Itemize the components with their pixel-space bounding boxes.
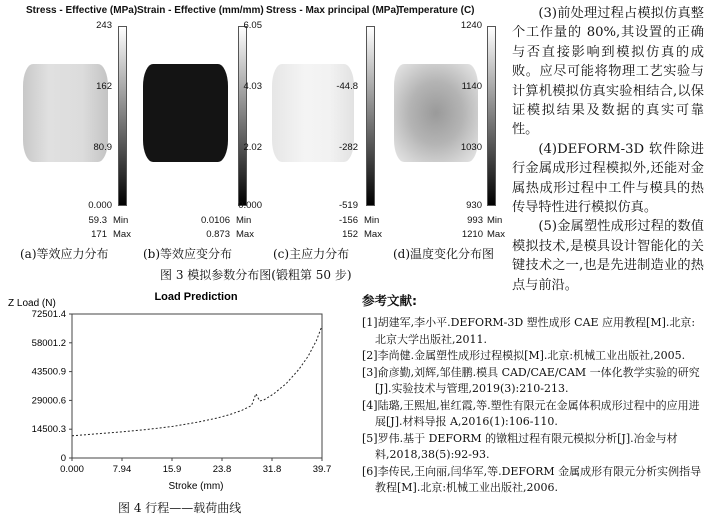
x-tick-label: 0.000 <box>60 464 84 475</box>
scale-tick: 243 <box>96 20 112 31</box>
panel-title: Stress - Max principal (MPa) <box>266 5 400 16</box>
panel-caption: (a)等效应力分布 <box>20 247 109 261</box>
reference-item: [1]胡建军,李小平.DEFORM-3D 塑性成形 CAE 应用教程[M].北京:北京大学出版社,2011. <box>362 316 696 346</box>
x-tick-label: 31.8 <box>262 464 282 475</box>
scale-tick: -44.8 <box>336 81 358 92</box>
scale-tick: 1140 <box>461 81 482 92</box>
scale-tick: 1030 <box>460 142 482 153</box>
max-value: 0.873 <box>206 229 230 240</box>
body-paragraph: (3)前处理过程占模拟仿真整个工作量的 80%,其设置的正确与否直接影响到模拟仿真的成败。应尽可能将物理工艺实验与计算机模拟仿真实验相结合,以保证模拟结果及数据的真实可靠性。 <box>512 6 704 138</box>
y-tick-label: 29000.6 <box>31 395 66 407</box>
min-value: 0.0106 <box>200 215 230 226</box>
color-scale-bar <box>487 26 496 206</box>
max-label: Max <box>113 229 131 240</box>
x-tick-label: 39.7 <box>312 464 332 475</box>
panel-title: Stress - Effective (MPa) <box>26 5 138 16</box>
y-tick-label: 72501.4 <box>31 309 66 320</box>
min-value: 993 <box>467 215 483 226</box>
x-axis-label: Stroke (mm) <box>168 481 224 492</box>
min-value: -156 <box>338 215 358 226</box>
color-scale-bar <box>238 26 247 206</box>
reference-list <box>362 315 704 497</box>
panel-caption: (b)等效应变分布 <box>143 247 233 261</box>
reference-item: [6]李传民,王向丽,闫华军,等.DEFORM 金属成形有限元分析实例指导教程[M].北京:机械工业出版社,2006. <box>362 464 702 494</box>
x-tick-label: 23.8 <box>212 464 232 475</box>
min-value: 59.3 <box>88 215 107 226</box>
figure-4-caption: 图 4 行程——载荷曲线 <box>118 501 242 515</box>
load-series-line <box>72 326 322 436</box>
y-tick-label: 14500.3 <box>31 424 66 436</box>
reference-item: [2]李尚健.金属塑性成形过程模拟[M].北京:机械工业出版社,2005. <box>362 349 686 362</box>
color-scale-bar <box>366 26 375 206</box>
scale-tick: 0.000 <box>238 200 262 211</box>
scale-tick: 2.02 <box>243 142 262 153</box>
body-paragraph: (5)金属塑性成形过程的数值模拟技术,是模具设计智能化的关键技术之一,也是先进制造业的热点与前沿。 <box>512 219 704 293</box>
scale-tick: 80.9 <box>93 142 112 153</box>
panel-title: Strain - Effective (mm/mm) <box>137 5 264 16</box>
figure-3-caption: 图 3 模拟参数分布图(锻粗第 50 步) <box>160 268 352 282</box>
max-value: 152 <box>342 229 358 240</box>
reference-item: [5]罗伟.基于 DEFORM 的镦粗过程有限元模拟分析[J].冶金与材料,2018,38(5):92-93. <box>362 431 678 461</box>
y-tick-label: 58001.2 <box>31 337 66 349</box>
y-tick-label: 43500.9 <box>31 366 66 378</box>
y-axis-label: Z Load (N) <box>8 298 56 309</box>
scale-tick: 162 <box>96 81 112 92</box>
body-text <box>512 4 704 295</box>
scale-tick: 6.05 <box>243 20 262 31</box>
references <box>362 291 704 497</box>
scale-tick: 930 <box>466 200 482 211</box>
min-label: Min <box>113 215 129 226</box>
reference-item: [4]陆璐,王熙旭,崔红霞,等.塑性有限元在金属体积成形过程中的应用进展[J].材料导报 A,2016(1):106-110. <box>362 398 700 428</box>
plot-frame <box>72 314 322 458</box>
max-label: Max <box>236 229 254 240</box>
x-tick-label: 7.94 <box>112 464 132 475</box>
chart-title: Load Prediction <box>154 291 238 303</box>
x-tick-label: 15.9 <box>162 464 182 475</box>
max-value: 1210 <box>461 229 483 240</box>
color-scale-bar <box>118 26 127 206</box>
reference-item: [3]俞彦勤,刘辉,邹佳鹏.模具 CAD/CAE/CAM 一体化教学实验的研究[J].实验技术与管理,2019(3):210-213. <box>362 365 700 395</box>
max-label: Max <box>364 229 382 240</box>
scale-tick: -282 <box>338 142 358 153</box>
load-prediction-chart <box>0 284 350 496</box>
references-heading: 参考文献: <box>362 293 417 308</box>
panel-caption: (c)主应力分布 <box>273 247 350 261</box>
scale-tick: -519 <box>338 200 358 211</box>
min-label: Min <box>364 215 380 226</box>
max-label: Max <box>487 229 505 240</box>
scale-tick: 4.03 <box>243 81 262 92</box>
scale-tick: 0.000 <box>88 200 112 211</box>
body-paragraph: (4)DEFORM-3D 软件除进行金属成形过程模拟外,还能对金属热成形过程中工件与模具的热传导特性进行模拟仿真。 <box>512 141 704 216</box>
min-label: Min <box>236 215 252 226</box>
panel-title: Temperature (C) <box>398 5 475 16</box>
min-label: Min <box>487 215 503 226</box>
panel-caption: (d)温度变化分布图 <box>393 247 495 261</box>
billet-shape <box>143 64 228 162</box>
max-value: 171 <box>91 229 107 240</box>
scale-tick: 1240 <box>460 20 482 31</box>
y-tick-label: 0 <box>60 453 66 464</box>
